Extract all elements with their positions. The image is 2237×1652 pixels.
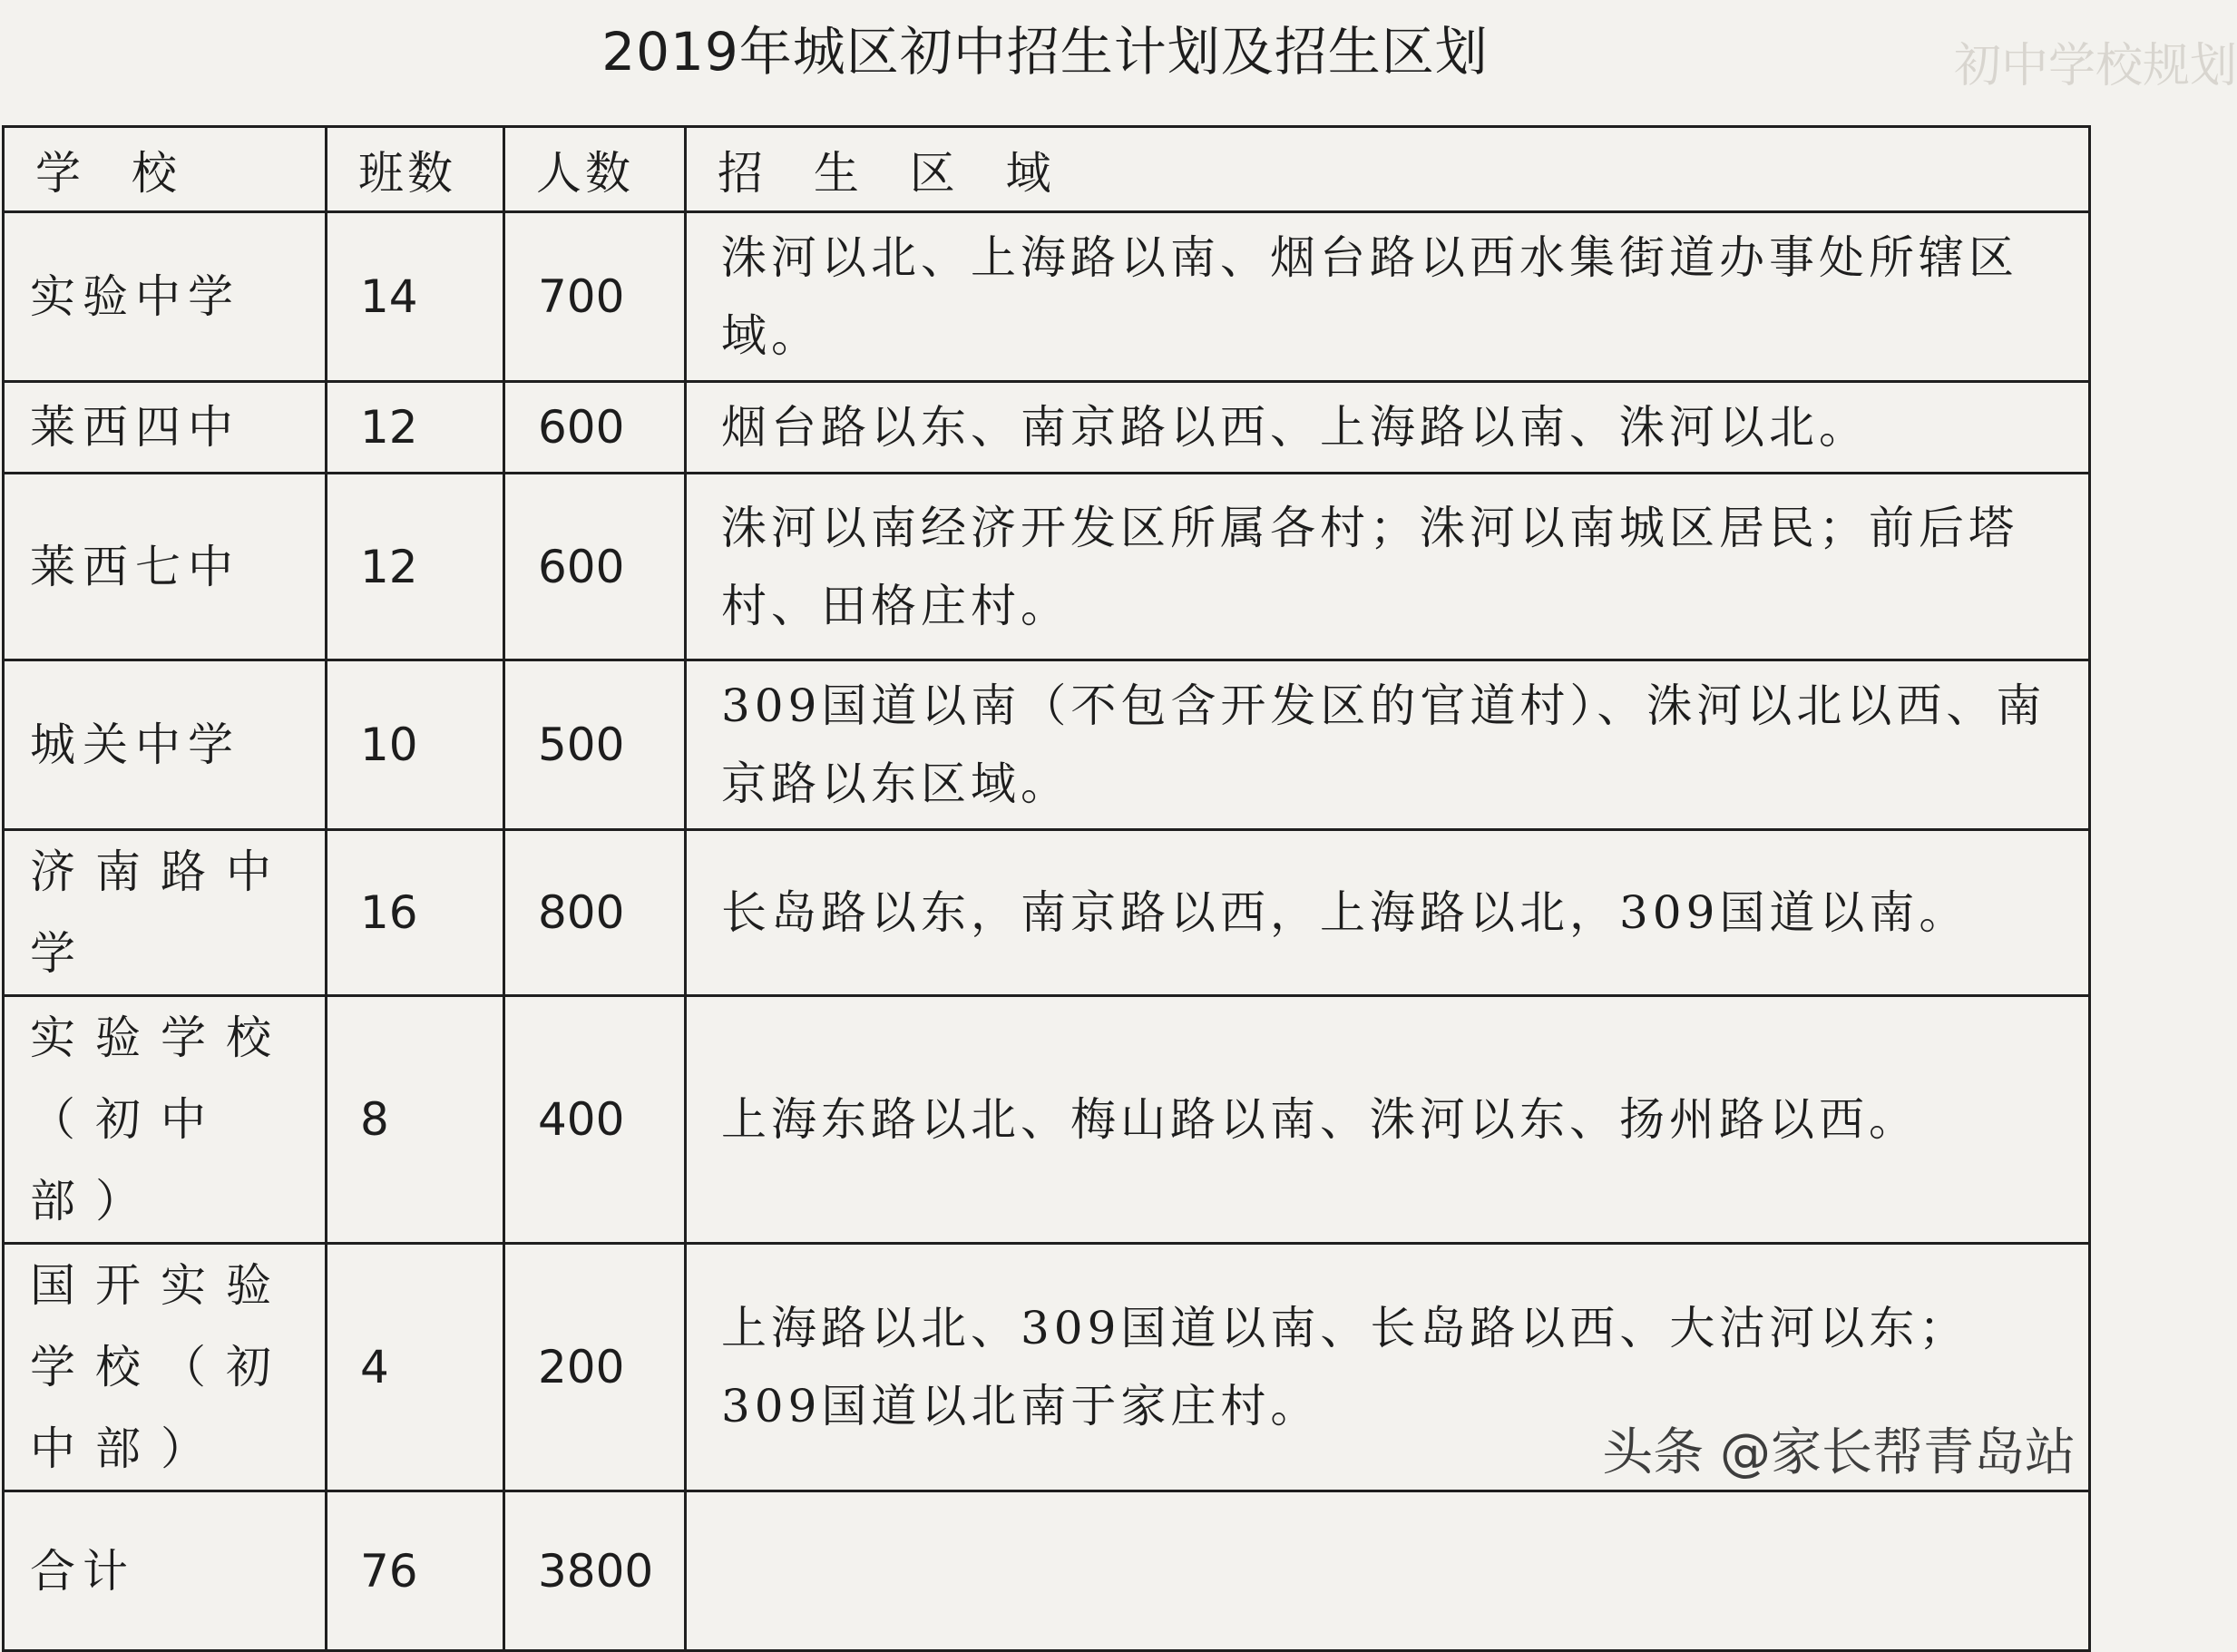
class-count: 16 [327,830,504,996]
enrollment-area: 洙河以南经济开发区所属各村；洙河以南城区居民；前后塔村、田格庄村。 [686,474,2090,660]
school-name: 莱西四中 [4,382,327,474]
enrollment-area: 309国道以南（不包含开发区的官道村）、洙河以北以西、南京路以东区域。 [686,660,2090,830]
enrollment-area: 洙河以北、上海路以南、烟台路以西水集街道办事处所辖区域。 [686,212,2090,382]
page-title: 2019年城区初中招生计划及招生区划 [601,21,1489,83]
header-area: 招 生 区 域 [686,127,2090,212]
student-count: 200 [504,1244,686,1491]
enrollment-area: 上海路以北、309国道以南、长岛路以西、大沽河以东；309国道以北南于家庄村。 [686,1244,2090,1491]
school-name: 莱西七中 [4,474,327,660]
table-row [4,830,2090,996]
student-count: 800 [504,830,686,996]
table-row [4,474,2090,660]
class-count: 12 [327,474,504,660]
header-school: 学 校 [4,127,327,212]
class-count: 10 [327,660,504,830]
table-row [4,212,2090,382]
school-name: 济南路中学 [4,830,327,996]
enrollment-area: 烟台路以东、南京路以西、上海路以南、洙河以北。 [686,382,2090,474]
student-count: 500 [504,660,686,830]
school-name: 实验学校（初中部） [4,996,327,1244]
class-count: 8 [327,996,504,1244]
total-label: 合计 [4,1491,327,1651]
header-students: 人数 [504,127,686,212]
class-count: 14 [327,212,504,382]
total-classes: 76 [327,1491,504,1651]
table-header-row [4,127,2090,212]
header-classes: 班数 [327,127,504,212]
school-name: 城关中学 [4,660,327,830]
table-row [4,660,2090,830]
student-count: 600 [504,474,686,660]
total-students: 3800 [504,1491,686,1651]
bleed-through-text: 初中学校规划 [1954,39,2237,93]
student-count: 400 [504,996,686,1244]
watermark: 头条 @家长帮青岛站 [1602,1423,2076,1482]
class-count: 4 [327,1244,504,1491]
table-row [4,382,2090,474]
table-row-total [4,1491,2090,1651]
enrollment-area: 上海东路以北、梅山路以南、洙河以东、扬州路以西。 [686,996,2090,1244]
total-area [686,1491,2090,1651]
enrollment-area: 长岛路以东，南京路以西，上海路以北，309国道以南。 [686,830,2090,996]
class-count: 12 [327,382,504,474]
student-count: 600 [504,382,686,474]
table-row [4,996,2090,1244]
school-name: 国开实验学校（初中部） [4,1244,327,1491]
school-name: 实验中学 [4,212,327,382]
student-count: 700 [504,212,686,382]
